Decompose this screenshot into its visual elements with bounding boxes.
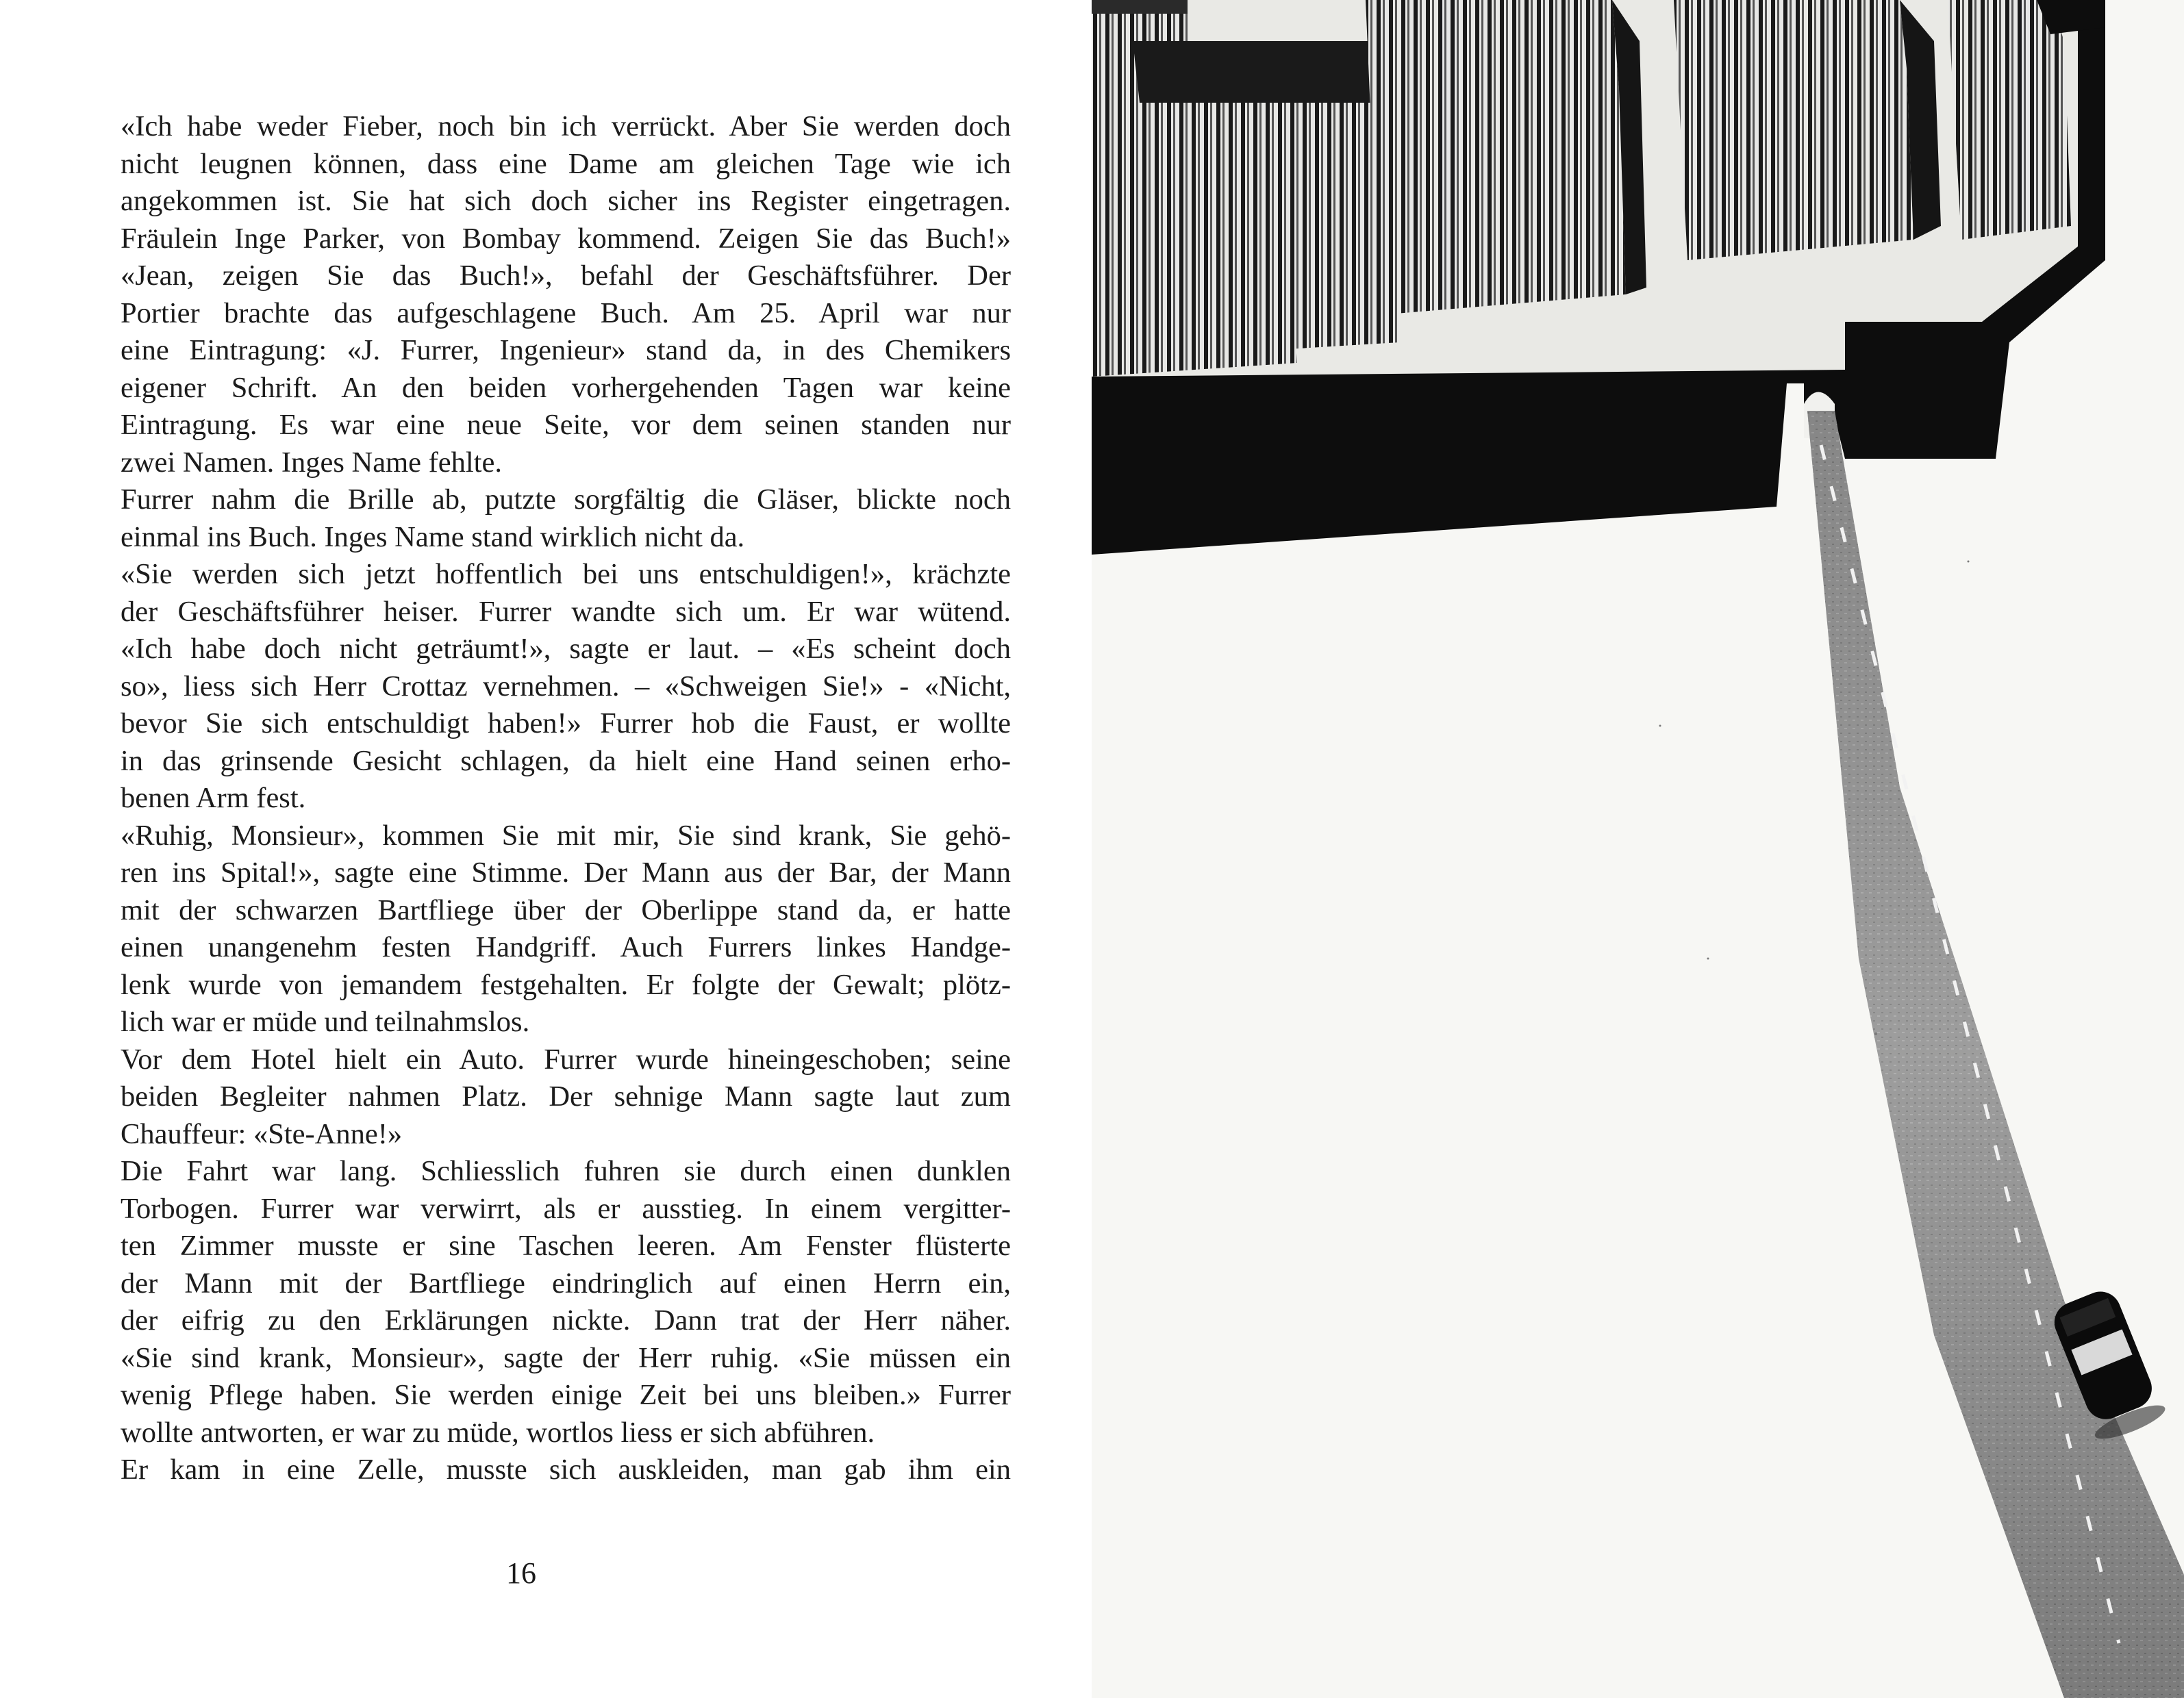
text-line: angekommen ist. Sie hat sich doch sicher ins Register eingetragen.	[121, 185, 1011, 217]
text-line: einmal ins Buch. Inges Name stand wirklich nicht da.	[121, 520, 745, 553]
text-line: Torbogen. Furrer war verwirrt, als er ausstieg. In einem vergitter-	[121, 1192, 1011, 1225]
text-line: zwei Namen. Inges Name fehlte.	[121, 446, 502, 479]
building-block-1-roof	[1092, 0, 1188, 14]
illustration-building-road-car	[1092, 0, 2184, 1698]
page-number	[14, 1556, 1105, 1591]
text-line: einen unangenehm festen Handgriff. Auch Furrers linkes Handge-	[121, 931, 1011, 963]
text-line: «Sie werden sich jetzt hoffentlich bei uns entschuldigen!», krächzte	[121, 558, 1011, 590]
text-line: Fräulein Inge Parker, von Bombay kommend. Zeigen Sie das Buch!»	[121, 222, 1011, 255]
text-line: lenk wurde von jemandem festgehalten. Er folgte der Gewalt; plötz-	[121, 968, 1011, 1001]
text-line: bevor Sie sich entschuldigt haben!» Furrer hob die Faust, er wollte	[121, 707, 1011, 739]
text-line: in das grinsende Gesicht schlagen, da hielt eine Hand seinen erho-	[121, 744, 1011, 777]
body-text	[121, 108, 1011, 1489]
text-line: beiden Begleiter nahmen Platz. Der sehnige Mann sagte laut zum	[121, 1080, 1011, 1113]
text-line: «Ich habe doch nicht geträumt!», sagte er laut. – «Es scheint doch	[121, 633, 1011, 665]
text-line: ten Zimmer musste er sine Taschen leeren. Am Fenster flüsterte	[121, 1230, 1011, 1262]
text-line: Vor dem Hotel hielt ein Auto. Furrer wurde hineingeschoben; seine	[121, 1043, 1011, 1076]
text-line: so», liess sich Herr Crottaz vernehmen. – «Schweigen Sie!» - «Nicht,	[121, 670, 1011, 702]
text-line: «Ruhig, Monsieur», kommen Sie mit mir, Sie sind krank, Sie gehö-	[121, 819, 1011, 852]
text-line: der Geschäftsführer heiser. Furrer wandte sich um. Er war wütend.	[121, 595, 1011, 628]
text-line: Er kam in eine Zelle, musste sich auskleiden, man gab ihm ein	[121, 1454, 1011, 1486]
text-line: Portier brachte das aufgeschlagene Buch. Am 25. April war nur	[121, 296, 1011, 329]
building-block-3	[1366, 0, 1626, 315]
building-block-5	[1948, 0, 2071, 240]
text-line: «Jean, zeigen Sie das Buch!», befahl der Geschäftsführer. Der	[121, 259, 1011, 292]
text-line: ren ins Spital!», sagte eine Stimme. Der Mann aus der Bar, der Mann	[121, 857, 1011, 889]
text-line: der Mann mit der Bartfliege eindringlich auf einen Herrn ein,	[121, 1267, 1011, 1300]
building-block-4	[1674, 0, 1913, 260]
text-line: lich war er müde und teilnahmslos.	[121, 1006, 530, 1038]
text-line: benen Arm fest.	[121, 782, 306, 814]
right-page	[1092, 0, 2184, 1698]
text-line: Chauffeur: «Ste-Anne!»	[121, 1117, 403, 1150]
text-line: Furrer nahm die Brille ab, putzte sorgfältig die Gläser, blickte noch	[121, 483, 1011, 516]
text-line: wenig Pflege haben. Sie werden einige Zeit bei uns bleiben.» Furrer	[121, 1379, 1011, 1411]
text-line: der eifrig zu den Erklärungen nickte. Dann trat der Herr näher.	[121, 1304, 1011, 1336]
text-line: nicht leugnen können, dass eine Dame am gleichen Tage wie ich	[121, 147, 1011, 180]
text-line: mit der schwarzen Bartfliege über der Oberlippe stand da, er hatte	[121, 894, 1011, 926]
text-line: Eintragung. Es war eine neue Seite, vor dem seinen standen nur	[121, 409, 1011, 441]
building-block-2-top	[1133, 41, 1393, 103]
text-line: Die Fahrt war lang. Schliesslich fuhren sie durch einen dunklen	[121, 1155, 1011, 1187]
text-line: «Ich habe weder Fieber, noch bin ich verrückt. Aber Sie werden doch	[121, 110, 1011, 142]
page-number-label: 16	[506, 1556, 536, 1590]
text-line: eine Eintragung: «J. Furrer, Ingenieur» stand da, in des Chemikers	[121, 334, 1011, 366]
text-line: «Sie sind krank, Monsieur», sagte der Herr ruhig. «Sie müssen ein	[121, 1341, 1011, 1374]
text-line: wollte antworten, er war zu müde, wortlos liess er sich abführen.	[121, 1416, 875, 1449]
text-line: eigener Schrift. An den beiden vorhergehenden Tagen war keine	[121, 371, 1011, 404]
